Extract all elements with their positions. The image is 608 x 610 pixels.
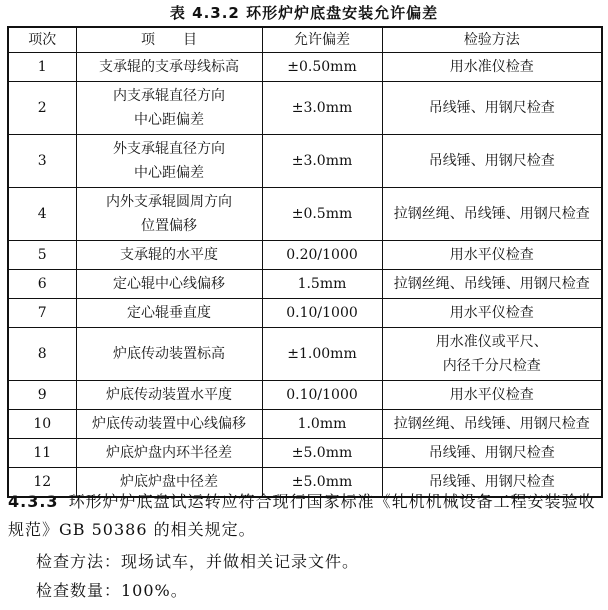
cell-tolerance: ±0.5mm	[262, 188, 382, 241]
cell-item-line: 内支承辊直径方向	[113, 88, 225, 104]
cell-tolerance: ±5.0mm	[262, 468, 382, 498]
cell-item-line: 炉底炉盘内环半径差	[106, 445, 232, 461]
cell-no: 2	[8, 82, 76, 135]
table-row	[8, 328, 602, 381]
cell-item	[76, 299, 262, 328]
cell-item	[76, 188, 262, 241]
clause-text: 环形炉炉底盘试运转应符合现行国家标准《轧机机械设备工程安装验收规范》GB 50386 的相关规定。	[8, 492, 596, 539]
cell-item-line: 位置偏移	[141, 218, 197, 234]
cell-tolerance: 1.0mm	[262, 410, 382, 439]
cell-no: 12	[8, 468, 76, 498]
cell-method	[382, 439, 602, 468]
cell-tolerance: 1.5mm	[262, 270, 382, 299]
cell-tolerance: ±5.0mm	[262, 439, 382, 468]
header-item: 项 目	[76, 27, 262, 53]
cell-tolerance: ±1.00mm	[262, 328, 382, 381]
cell-tolerance: 0.20/1000	[262, 241, 382, 270]
clause-number: 4.3.3	[8, 492, 59, 511]
cell-method	[382, 135, 602, 188]
cell-no: 5	[8, 241, 76, 270]
cell-method-line: 用水准仪检查	[449, 59, 534, 75]
cell-item	[76, 439, 262, 468]
cell-method-line: 用水准仪或平尺、	[435, 334, 548, 350]
cell-no: 4	[8, 188, 76, 241]
table-row	[8, 135, 602, 188]
tolerance-table	[7, 26, 603, 498]
cell-item-line: 支承辊的支承母线标高	[99, 59, 239, 75]
cell-item-line: 定心辊垂直度	[127, 305, 211, 321]
cell-method	[382, 381, 602, 410]
cell-item-line: 中心距偏差	[134, 165, 204, 181]
cell-no: 1	[8, 53, 76, 82]
cell-tolerance: ±3.0mm	[262, 135, 382, 188]
cell-item-line: 定心辊中心线偏移	[113, 276, 225, 292]
cell-item-line: 炉底炉盘中径差	[120, 474, 218, 490]
header-method: 检验方法	[382, 27, 602, 53]
cell-item	[76, 135, 262, 188]
cell-method	[382, 82, 602, 135]
table-row	[8, 82, 602, 135]
table-row	[8, 410, 602, 439]
table-row	[8, 439, 602, 468]
cell-method-line: 用水平仪检查	[449, 387, 534, 403]
table-row	[8, 381, 602, 410]
cell-method-line: 用水平仪检查	[449, 247, 534, 263]
cell-method	[382, 328, 602, 381]
check-quantity: 检查数量：100%。	[36, 581, 188, 600]
table-row	[8, 241, 602, 270]
cell-item-line: 支承辊的水平度	[120, 247, 218, 263]
cell-method-line: 吊线锤、用钢尺检查	[428, 153, 555, 169]
cell-item-line: 炉底传动装置标高	[113, 346, 225, 362]
cell-method-line: 用水平仪检查	[449, 305, 534, 321]
cell-item-line: 炉底传动装置水平度	[106, 387, 232, 403]
cell-item-line: 外支承辊直径方向	[113, 141, 225, 157]
cell-method-line: 内径千分尺检查	[442, 358, 541, 374]
cell-tolerance: 0.10/1000	[262, 299, 382, 328]
cell-no: 8	[8, 328, 76, 381]
cell-method	[382, 188, 602, 241]
cell-tolerance: ±3.0mm	[262, 82, 382, 135]
cell-method-line: 拉钢丝绳、吊线锤、用钢尺检查	[393, 416, 590, 432]
cell-item	[76, 82, 262, 135]
table-row	[8, 188, 602, 241]
cell-no: 9	[8, 381, 76, 410]
cell-item-line: 中心距偏差	[134, 112, 204, 128]
table-row	[8, 53, 602, 82]
cell-method	[382, 299, 602, 328]
cell-method-line: 拉钢丝绳、吊线锤、用钢尺检查	[393, 276, 590, 292]
cell-no: 11	[8, 439, 76, 468]
check-method: 检查方法：现场试车，并做相关记录文件。	[36, 552, 360, 571]
clause-paragraph	[8, 488, 602, 544]
cell-no: 3	[8, 135, 76, 188]
cell-item	[76, 241, 262, 270]
cell-method-line: 吊线锤、用钢尺检查	[428, 100, 555, 116]
cell-no: 10	[8, 410, 76, 439]
cell-method-line: 吊线锤、用钢尺检查	[428, 474, 555, 490]
cell-item-line: 内外支承辊圆周方向	[106, 194, 232, 210]
cell-method	[382, 270, 602, 299]
cell-method-line: 拉钢丝绳、吊线锤、用钢尺检查	[393, 206, 590, 222]
cell-tolerance: 0.10/1000	[262, 381, 382, 410]
header-no: 项次	[8, 27, 76, 53]
cell-method	[382, 241, 602, 270]
cell-method	[382, 53, 602, 82]
table-header-row	[8, 27, 602, 53]
cell-tolerance: ±0.50mm	[262, 53, 382, 82]
cell-item	[76, 381, 262, 410]
cell-item	[76, 410, 262, 439]
cell-item	[76, 270, 262, 299]
cell-item-line: 炉底传动装置中心线偏移	[92, 416, 246, 432]
cell-no: 7	[8, 299, 76, 328]
table-row	[8, 270, 602, 299]
table-row	[8, 299, 602, 328]
cell-no: 6	[8, 270, 76, 299]
cell-method	[382, 410, 602, 439]
table-title: 表 4.3.2 环形炉炉底盘安装允许偏差	[169, 4, 439, 22]
cell-item	[76, 53, 262, 82]
cell-method-line: 吊线锤、用钢尺检查	[428, 445, 555, 461]
cell-item	[76, 328, 262, 381]
header-tolerance: 允许偏差	[262, 27, 382, 53]
